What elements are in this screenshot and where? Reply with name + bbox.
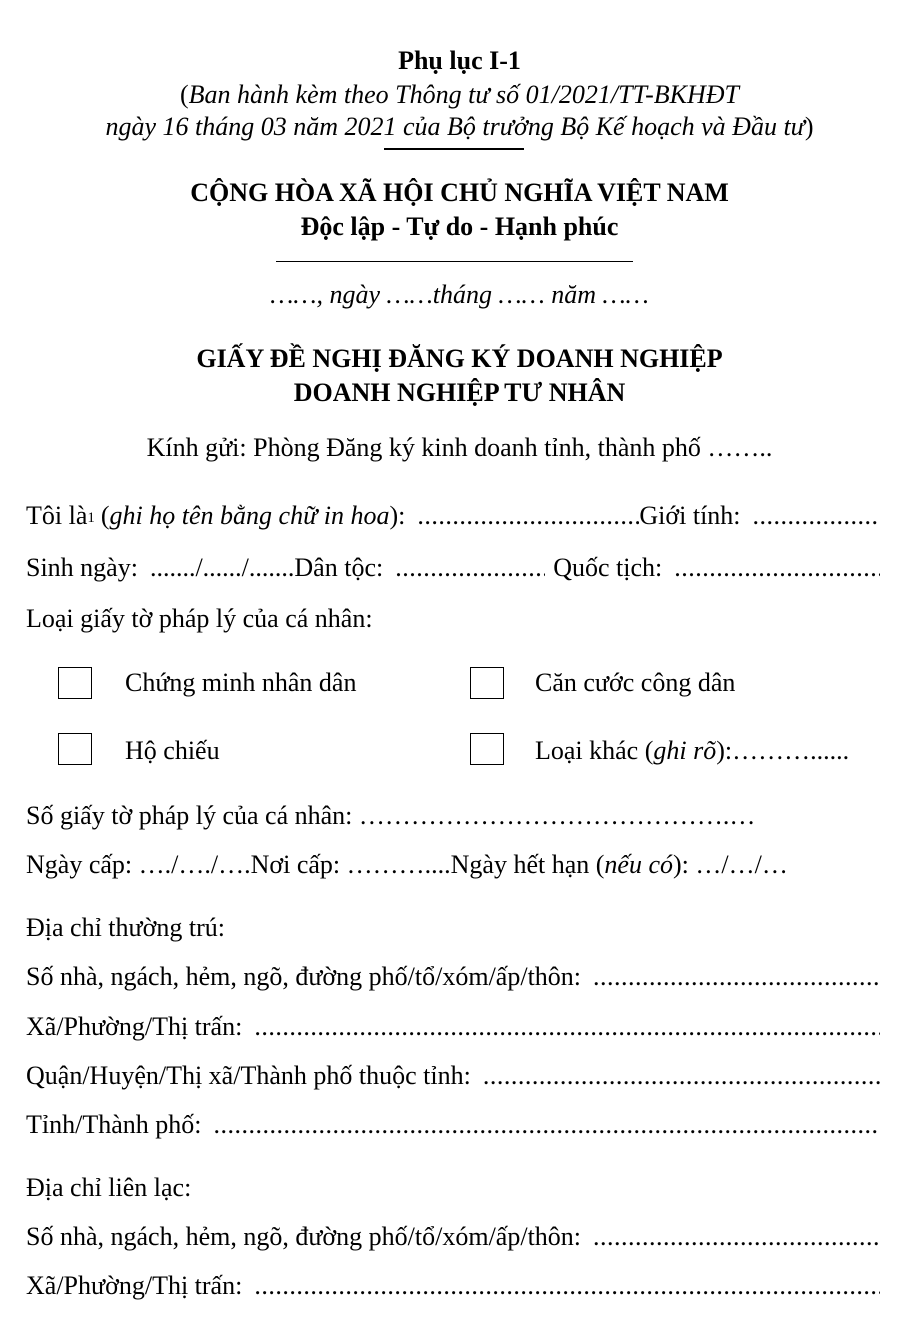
issued-by-text-2: ngày 16 tháng 03 năm 2021 của Bộ trưởng Bộ Kế hoạch và Đầu tư: [105, 112, 805, 141]
other-doc-field[interactable]: ………......: [732, 736, 850, 765]
other-doc-checkbox[interactable]: [470, 733, 504, 765]
passport-label: Hộ chiếu: [125, 736, 220, 765]
contact-ward-label: Xã/Phường/Thị trấn:: [26, 1271, 243, 1300]
issue-date-label: Ngày cấp:: [26, 850, 133, 879]
paren-close: ): [804, 112, 814, 141]
issued-by-text-1: Ban hành kèm theo Thông tư số 01/2021/TT-BKHĐT: [188, 80, 739, 109]
motto-underline: [276, 261, 633, 262]
gender-field[interactable]: [753, 501, 880, 531]
legal-doc-type-label: Loại giấy tờ pháp lý của cá nhân:: [26, 604, 373, 633]
citizen-id-checkbox[interactable]: [470, 667, 504, 699]
appendix-title: Phụ lục I-1: [398, 46, 521, 75]
contact-address-title: Địa chỉ liên lạc:: [26, 1173, 192, 1202]
permanent-province-row: [26, 1110, 880, 1140]
issue-row: [26, 850, 788, 880]
issued-by-underline: [384, 148, 524, 150]
citizen-id-label: Căn cước công dân: [535, 668, 736, 697]
issue-place-label: Nơi cấp:: [250, 850, 341, 879]
expiry-label-suffix: ):: [673, 850, 689, 879]
legal-doc-number-field[interactable]: …………………………………….…: [358, 801, 756, 830]
legal-doc-number-row: [26, 801, 755, 831]
issued-by-line-1: [0, 80, 919, 110]
contact-ward-row: [26, 1271, 880, 1301]
permanent-street-field[interactable]: [593, 962, 880, 992]
dob-field[interactable]: ......./....../.......: [149, 553, 295, 582]
national-name: CỘNG HÒA XÃ HỘI CHỦ NGHĨA VIỆT NAM: [190, 178, 729, 207]
form-title-line-2: DOANH NGHIỆP TƯ NHÂN: [293, 378, 626, 407]
gender-label: Giới tính:: [639, 501, 741, 530]
legal-doc-number-label: Số giấy tờ pháp lý của cá nhân:: [26, 801, 353, 830]
dob-row: [26, 553, 880, 583]
contact-street-field[interactable]: [593, 1222, 880, 1252]
date-line: ……, ngày ……tháng …… năm ……: [270, 280, 649, 309]
name-label: Tôi là: [26, 501, 88, 530]
nationality-field[interactable]: [674, 553, 880, 583]
permanent-street-label: Số nhà, ngách, hẻm, ngõ, đường phố/tổ/xóm/ấp/thôn:: [26, 962, 582, 991]
passport-checkbox[interactable]: [58, 733, 92, 765]
issued-by-line-2: [0, 112, 919, 142]
name-hint: ghi họ tên bằng chữ in hoa: [109, 501, 390, 530]
permanent-ward-row: [26, 1012, 880, 1042]
issue-date-field[interactable]: …./…./….: [138, 850, 251, 879]
permanent-district-row: [26, 1061, 880, 1091]
form-title-line-1: GIẤY ĐỀ NGHỊ ĐĂNG KÝ DOANH NGHIỆP: [196, 344, 723, 373]
other-doc-label: [535, 736, 849, 766]
ethnicity-label: Dân tộc:: [294, 553, 384, 582]
permanent-province-label: Tỉnh/Thành phố:: [26, 1110, 202, 1139]
permanent-province-field[interactable]: [213, 1110, 880, 1140]
permanent-district-field[interactable]: [483, 1061, 880, 1091]
expiry-field[interactable]: …/…/…: [695, 850, 788, 879]
other-doc-label-prefix: Loại khác (: [535, 736, 654, 765]
name-row: [26, 501, 880, 531]
issue-place-field[interactable]: ………....: [346, 850, 451, 879]
recipient-line: Kính gửi: Phòng Đăng ký kinh doanh tỉnh, thành phố ……..: [146, 433, 773, 462]
permanent-ward-label: Xã/Phường/Thị trấn:: [26, 1012, 243, 1041]
name-hint-open: (: [100, 501, 110, 530]
other-doc-hint: ghi rõ: [653, 736, 717, 765]
national-motto: Độc lập - Tự do - Hạnh phúc: [300, 212, 619, 241]
ethnicity-field[interactable]: [395, 553, 545, 583]
permanent-district-label: Quận/Huyện/Thị xã/Thành phố thuộc tỉnh:: [26, 1061, 471, 1090]
footnote-ref: 1: [87, 510, 95, 526]
permanent-address-title: Địa chỉ thường trú:: [26, 913, 225, 942]
id-card-checkbox[interactable]: [58, 667, 92, 699]
contact-street-label: Số nhà, ngách, hẻm, ngõ, đường phố/tổ/xóm/ấp/thôn:: [26, 1222, 582, 1251]
contact-ward-field[interactable]: [254, 1271, 880, 1301]
other-doc-label-suffix: ):: [716, 736, 733, 765]
expiry-hint: nếu có: [604, 850, 674, 879]
expiry-label-prefix: Ngày hết hạn (: [450, 850, 605, 879]
paren-open: (: [180, 80, 189, 109]
name-hint-close: ):: [389, 501, 406, 530]
permanent-street-row: [26, 962, 880, 992]
nationality-label: Quốc tịch:: [553, 553, 663, 582]
id-card-label: Chứng minh nhân dân: [125, 668, 357, 697]
permanent-ward-field[interactable]: [254, 1012, 880, 1042]
contact-street-row: [26, 1222, 880, 1252]
dob-label: Sinh ngày:: [26, 553, 138, 582]
name-field[interactable]: [417, 501, 639, 531]
